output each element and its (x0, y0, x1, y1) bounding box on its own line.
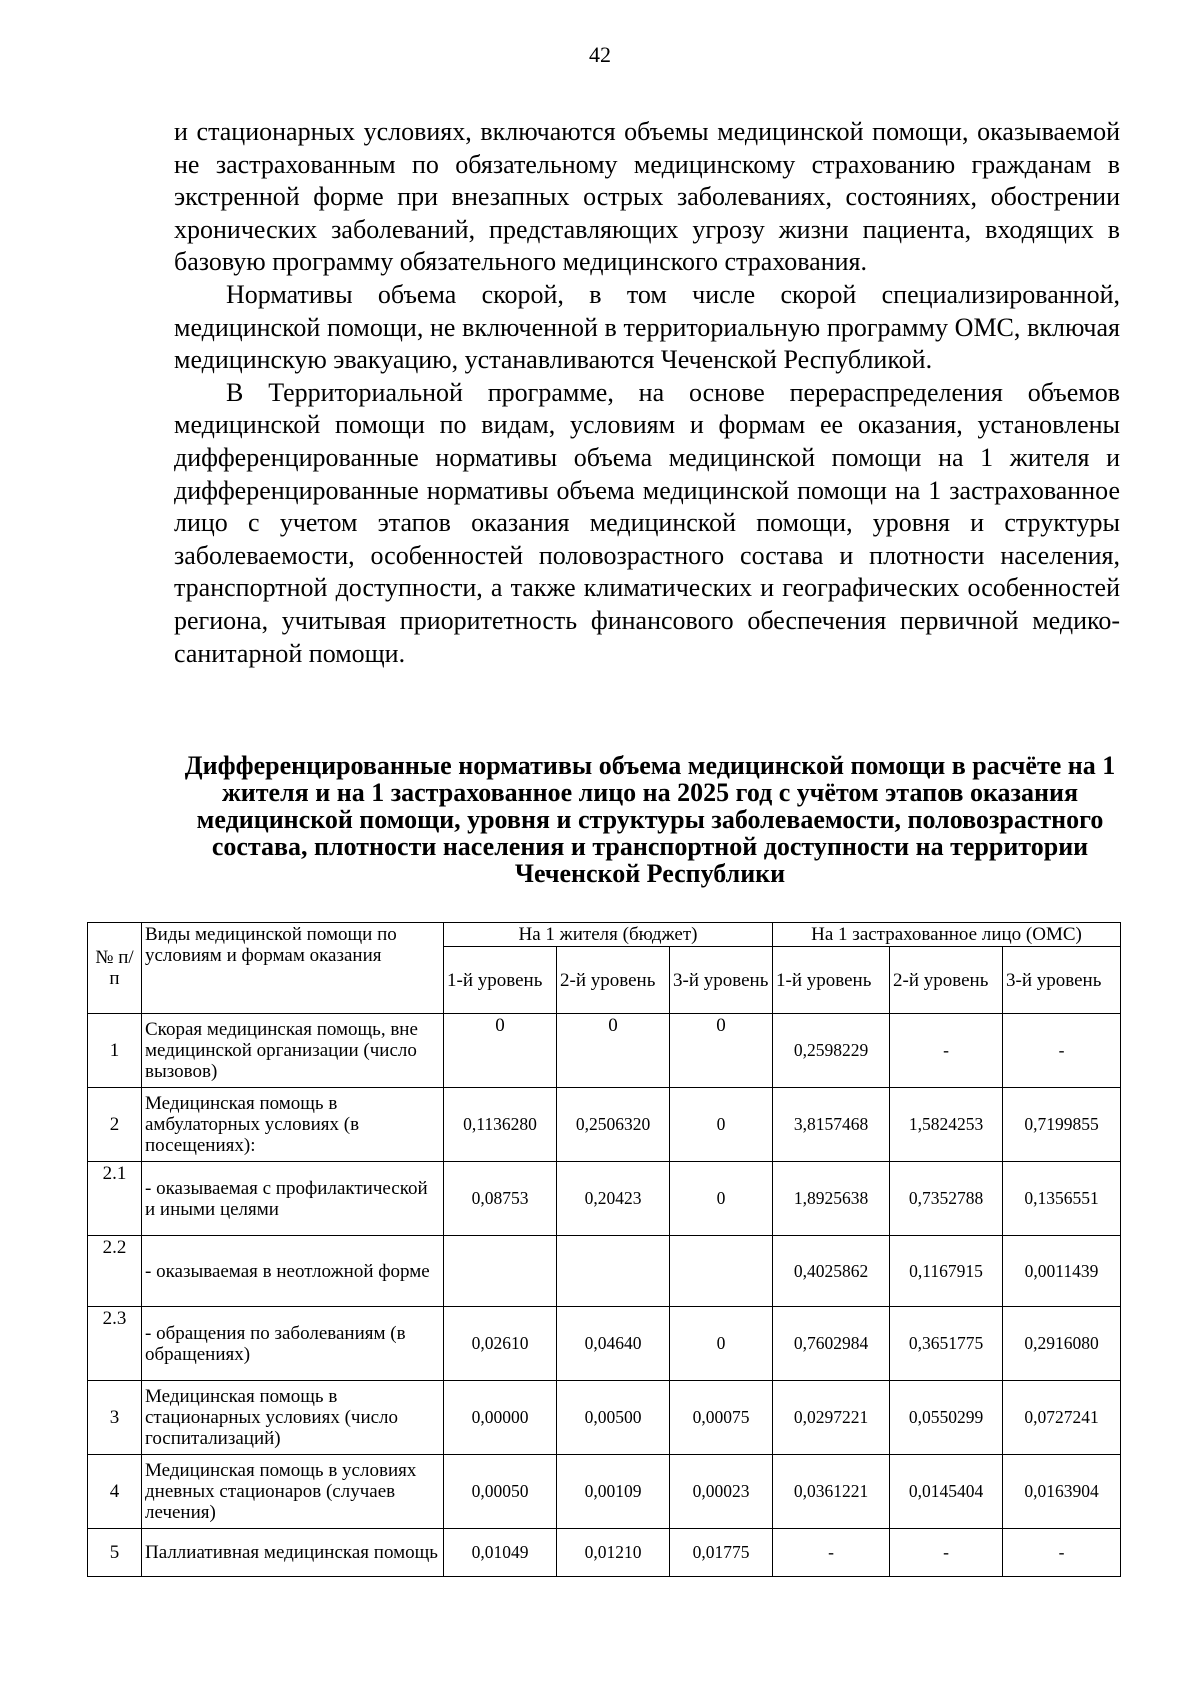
row-care-type: - оказываемая в неотложной форме (142, 1236, 444, 1307)
paragraph-2: Нормативы объема скорой, в том числе скорой специализированной, медицинской помощи, не включенной в территориальную программу ОМС, включая медицинскую эвакуацию, устанавливаются Чеченской Республикой. (174, 279, 1120, 375)
row-care-type: Медицинская помощь в стационарных условиях (число госпитализаций) (142, 1381, 444, 1455)
row-care-type: Медицинская помощь в амбулаторных условиях (в посещениях): (142, 1088, 444, 1162)
row-number: 2 (88, 1088, 142, 1162)
cell-value: 1,8925638 (773, 1162, 890, 1236)
cell-value: - (1003, 1014, 1121, 1088)
cell-value: 0 (444, 1014, 557, 1088)
row-care-type: - оказываемая с профилактической и иными целями (142, 1162, 444, 1236)
header-oms-level-2: 2-й уровень (890, 947, 1003, 1014)
cell-value: 0,7352788 (890, 1162, 1003, 1236)
cell-value: 0 (670, 1088, 773, 1162)
cell-value: 0,3651775 (890, 1307, 1003, 1381)
body-text (174, 116, 1120, 670)
cell-value (670, 1236, 773, 1307)
cell-value: 0 (670, 1014, 773, 1088)
cell-value: 0,00500 (557, 1381, 670, 1455)
cell-value: 0 (670, 1307, 773, 1381)
header-budget-level-1: 1-й уровень (444, 947, 557, 1014)
row-number: 2.2 (88, 1236, 142, 1307)
cell-value: 0,00050 (444, 1455, 557, 1529)
table-row (88, 1162, 1121, 1236)
paragraph-1: и стационарных условиях, включаются объемы медицинской помощи, оказываемой не застрахованным по обязательному медицинскому страхованию гражданам в экстренной форме при внезапных острых заболеваниях, состояниях, обострении хронических заболеваний, представляющих угрозу жизни пациента, входящих в базовую программу обязательного медицинского страхования. (174, 117, 1120, 277)
row-care-type: Скорая медицинская помощь, вне медицинской организации (число вызовов) (142, 1014, 444, 1088)
cell-value: 0,2598229 (773, 1014, 890, 1088)
header-budget-level-3: 3-й уровень (670, 947, 773, 1014)
table-row (88, 1381, 1121, 1455)
cell-value: 0,1356551 (1003, 1162, 1121, 1236)
cell-value: 0,02610 (444, 1307, 557, 1381)
page-number: 42 (589, 42, 611, 67)
table-row (88, 1307, 1121, 1381)
row-number: 1 (88, 1014, 142, 1088)
cell-value: 0,0550299 (890, 1381, 1003, 1455)
header-oms-group: На 1 застрахованное лицо (ОМС) (773, 923, 1121, 947)
paragraph-3: В Территориальной программе, на основе перераспределения объемов медицинской помощи по видам, условиям и формам ее оказания, установлены дифференцированные нормативы объема медицинской помощи на 1 жителя и дифференцированные нормативы объема медицинской помощи на 1 застрахованное лицо с учетом этапов оказания медицинской помощи, уровня и структуры заболеваемости, особенностей половозрастного состава и плотности населения, транспортной доступности, а также климатических и географических особенностей региона, учитывая приоритетность финансового обеспечения первичной медико-санитарной помощи. (174, 377, 1120, 668)
cell-value: 0,4025862 (773, 1236, 890, 1307)
row-care-type: Паллиативная медицинская помощь (142, 1529, 444, 1577)
table-title: Дифференцированные нормативы объема медицинской помощи в расчёте на 1 жителя и на 1 застрахованное лицо на 2025 год с учётом этапов оказания медицинской помощи, уровня и структуры заболеваемости, половозрастного состава, плотности населения и транспортной доступности на территории Чеченской Республики (184, 751, 1116, 888)
cell-value: 0,00000 (444, 1381, 557, 1455)
cell-value: 0,2506320 (557, 1088, 670, 1162)
table-row (88, 1014, 1121, 1088)
header-care-type: Виды медицинской помощи по условиям и формам оказания (142, 923, 444, 1014)
cell-value (444, 1236, 557, 1307)
table-row (88, 1236, 1121, 1307)
cell-value: 0,2916080 (1003, 1307, 1121, 1381)
cell-value: 0,00023 (670, 1455, 773, 1529)
cell-value: 1,5824253 (890, 1088, 1003, 1162)
cell-value: 0,0011439 (1003, 1236, 1121, 1307)
cell-value (557, 1236, 670, 1307)
cell-value: 0,20423 (557, 1162, 670, 1236)
row-number: 3 (88, 1381, 142, 1455)
cell-value: - (890, 1014, 1003, 1088)
row-care-type: - обращения по заболеваниям (в обращениях) (142, 1307, 444, 1381)
norms-table (87, 922, 1121, 1577)
header-budget-level-2: 2-й уровень (557, 947, 670, 1014)
row-number: 2.3 (88, 1307, 142, 1381)
cell-value: 0 (670, 1162, 773, 1236)
cell-value: - (1003, 1529, 1121, 1577)
row-number: 5 (88, 1529, 142, 1577)
cell-value: 0,0727241 (1003, 1381, 1121, 1455)
cell-value: 0,1167915 (890, 1236, 1003, 1307)
header-budget-group: На 1 жителя (бюджет) (444, 923, 773, 947)
cell-value: 0,00075 (670, 1381, 773, 1455)
table-row (88, 1455, 1121, 1529)
table-row (88, 1529, 1121, 1577)
cell-value: - (890, 1529, 1003, 1577)
cell-value: 0,01210 (557, 1529, 670, 1577)
cell-value: - (773, 1529, 890, 1577)
cell-value: 0,0163904 (1003, 1455, 1121, 1529)
cell-value: 0,7199855 (1003, 1088, 1121, 1162)
table-row (88, 1088, 1121, 1162)
header-oms-level-1: 1-й уровень (773, 947, 890, 1014)
cell-value: 0,00109 (557, 1455, 670, 1529)
cell-value: 0,0145404 (890, 1455, 1003, 1529)
row-number: 2.1 (88, 1162, 142, 1236)
cell-value: 0,01775 (670, 1529, 773, 1577)
row-care-type: Медицинская помощь в условиях дневных стационаров (случаев лечения) (142, 1455, 444, 1529)
cell-value: 0,08753 (444, 1162, 557, 1236)
cell-value: 3,8157468 (773, 1088, 890, 1162)
header-number: № п/п (88, 923, 142, 1014)
cell-value: 0,01049 (444, 1529, 557, 1577)
cell-value: 0 (557, 1014, 670, 1088)
header-oms-level-3: 3-й уровень (1003, 947, 1121, 1014)
cell-value: 0,7602984 (773, 1307, 890, 1381)
cell-value: 0,0361221 (773, 1455, 890, 1529)
cell-value: 0,0297221 (773, 1381, 890, 1455)
cell-value: 0,1136280 (444, 1088, 557, 1162)
cell-value: 0,04640 (557, 1307, 670, 1381)
row-number: 4 (88, 1455, 142, 1529)
